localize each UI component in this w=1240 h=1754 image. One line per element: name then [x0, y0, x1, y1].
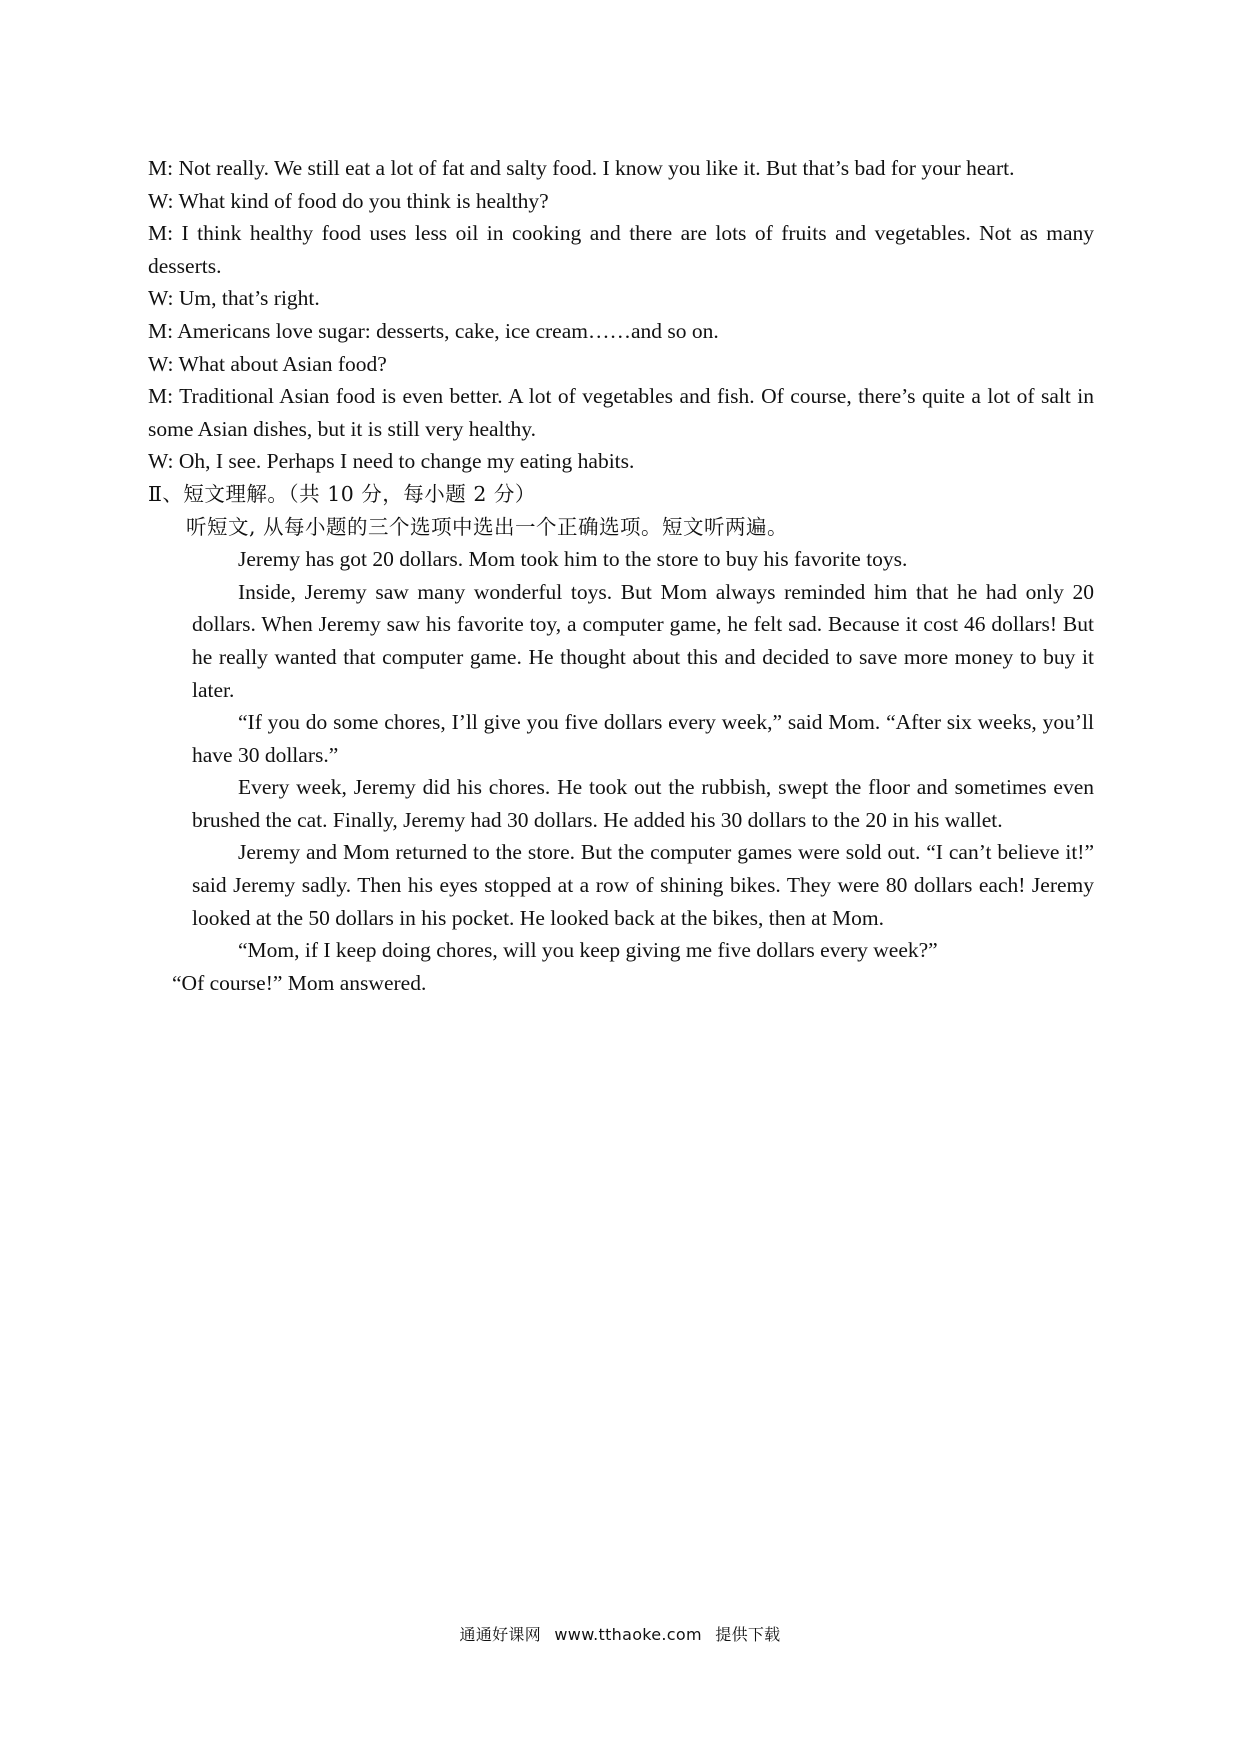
dialogue-line: M: I think healthy food uses less oil in cooking and there are lots of fruits and vegetables. Not as many desserts. [148, 221, 1094, 278]
dialogue-transcript [148, 152, 1094, 478]
dialogue-line: M: Not really. We still eat a lot of fat and salty food. I know you like it. But that’s bad for your heart. [148, 156, 1015, 180]
footer-suffix: 提供下载 [715, 1625, 781, 1644]
passage-paragraph: Jeremy and Mom returned to the store. But the computer games were sold out. “I can’t believe it!” said Jeremy sadly. Then his eyes stopped at a row of shining bikes. They were 80 dollars each! Jeremy looked at the 50 dollars in his pocket. He looked back at the bikes, then at Mom. [192, 840, 1094, 930]
passage-paragraph: Every week, Jeremy did his chores. He took out the rubbish, swept the floor and sometimes even brushed the cat. Finally, Jeremy had 30 dollars. He added his 30 dollars to the 20 in his wallet. [192, 775, 1094, 832]
section-instruction: 听短文, 从每小题的三个选项中选出一个正确选项。短文听两遍。 [186, 514, 789, 539]
page-content [148, 152, 1094, 999]
footer-url: www.tthaoke.com [554, 1625, 702, 1644]
dialogue-line: M: Americans love sugar: desserts, cake, ice cream……and so on. [148, 318, 719, 343]
passage-paragraph: “Of course!” Mom answered. [172, 970, 427, 995]
dialogue-line: W: What kind of food do you think is healthy? [148, 188, 549, 213]
footer-site-name: 通通好课网 [459, 1625, 542, 1644]
passage-paragraph: Inside, Jeremy saw many wonderful toys. But Mom always reminded him that he had only 20 dollars. When Jeremy saw his favorite toy, a computer game, he felt sad. Because it cost 46 dollars! But he really wanted that computer game. He thought about this and decided to save more money to buy it later. [192, 579, 1094, 702]
passage-paragraph: Jeremy has got 20 dollars. Mom took him to the store to buy his favorite toys. [238, 547, 908, 572]
dialogue-line: M: Traditional Asian food is even better. A lot of vegetables and fish. Of course, there’s quite a lot of salt in some Asian dishes, but it is still very healthy. [148, 384, 1094, 441]
page-footer [0, 1622, 1240, 1645]
short-passage [172, 543, 1094, 999]
passage-paragraph: “If you do some chores, I’ll give you five dollars every week,” said Mom. “After six weeks, you’ll have 30 dollars.” [192, 710, 1094, 767]
section-heading: Ⅱ、短文理解。（共 10 分，每小题 2 分） [148, 481, 536, 506]
dialogue-line: W: What about Asian food? [148, 351, 387, 376]
dialogue-line: W: Oh, I see. Perhaps I need to change my eating habits. [148, 449, 635, 474]
passage-paragraph: “Mom, if I keep doing chores, will you keep giving me five dollars every week?” [238, 938, 938, 963]
dialogue-line: W: Um, that’s right. [148, 286, 320, 311]
